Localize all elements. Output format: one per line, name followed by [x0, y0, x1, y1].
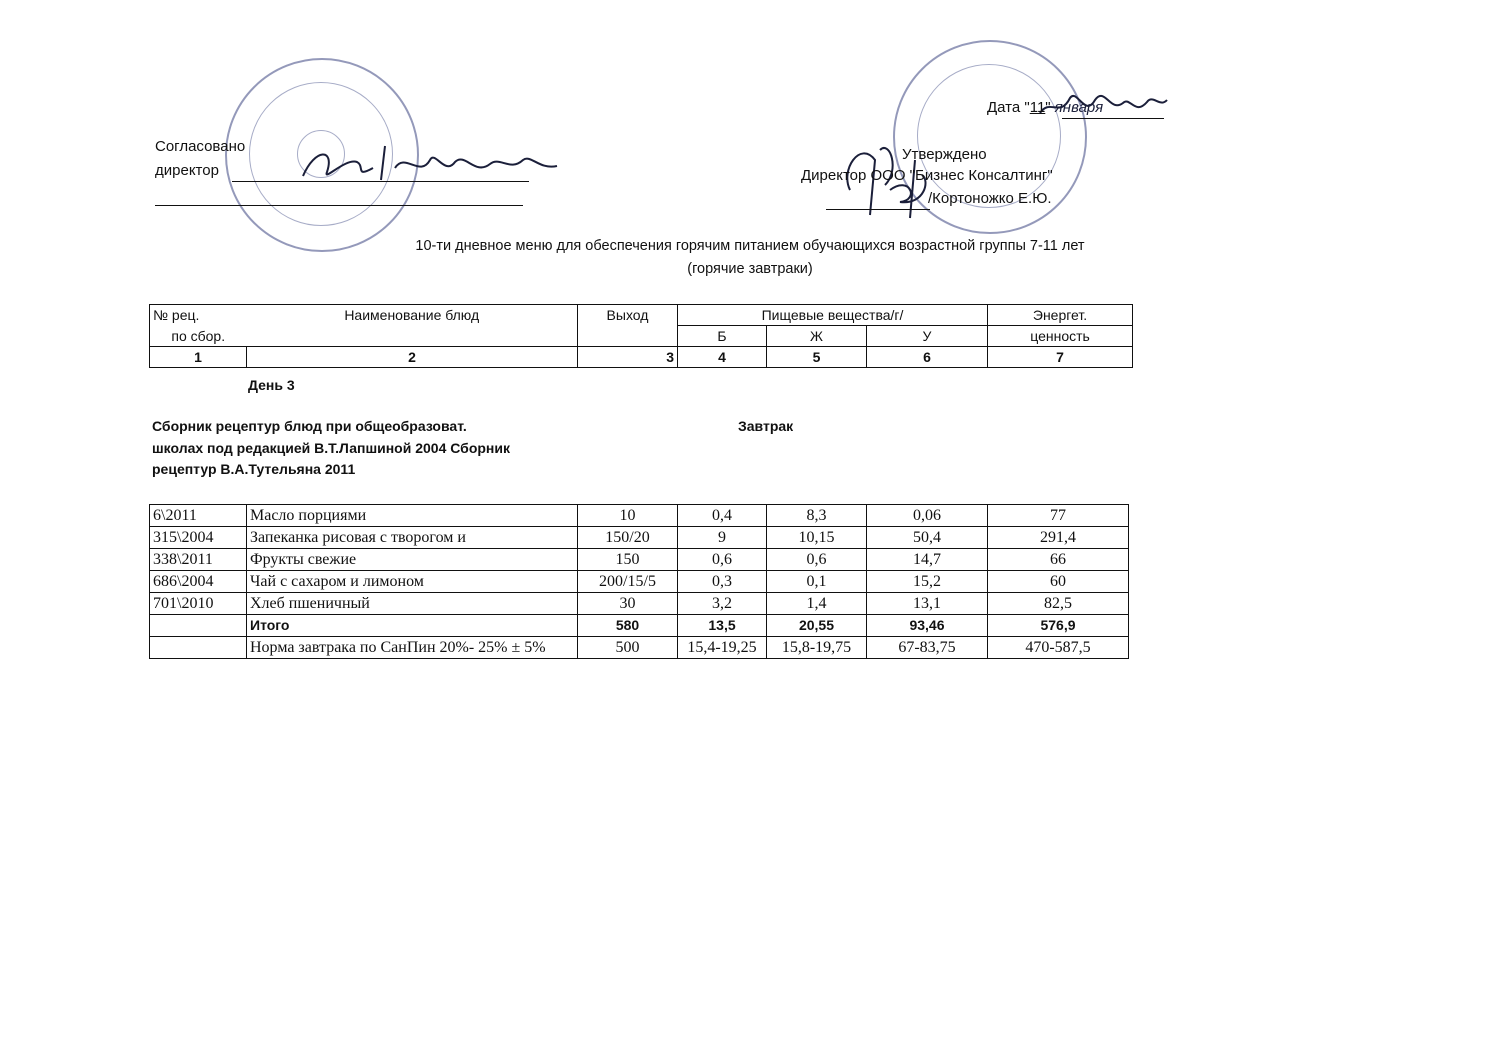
source-line-3: рецептур В.А.Тутельяна 2011 [152, 461, 356, 477]
approver-title: Директор ООО "Бизнес Консалтинг" [801, 167, 1053, 184]
date-day: 11 [1029, 99, 1046, 116]
energy-cell: 60 [988, 571, 1129, 593]
yield-cell: 10 [578, 505, 678, 527]
source-line-1: Сборник рецептур блюд при общеобразоват. [152, 418, 467, 434]
yield-cell: 150 [578, 549, 678, 571]
protein-cell: 0,3 [678, 571, 767, 593]
col-number: 6 [867, 347, 988, 368]
protein-cell: 9 [678, 527, 767, 549]
fat-cell: 15,8-19,75 [767, 637, 867, 659]
blank-signature-line [155, 205, 523, 206]
col-recipe-header-1: № рец. [150, 305, 247, 326]
day-label: День 3 [248, 377, 295, 393]
col-b-header: Б [678, 326, 767, 347]
norm-row [150, 637, 1129, 659]
protein-cell: 0,4 [678, 505, 767, 527]
document-subtitle: (горячие завтраки) [687, 261, 813, 277]
energy-cell: 470-587,5 [988, 637, 1129, 659]
header-row-2 [150, 326, 1133, 347]
recipe-code-cell: 315\2004 [150, 527, 247, 549]
date-month: января [1054, 99, 1104, 116]
col-number: 5 [767, 347, 867, 368]
recipe-code-cell [150, 637, 247, 659]
dish-name-cell: Итого [247, 615, 578, 637]
meal-label: Завтрак [738, 418, 794, 434]
yield-cell: 30 [578, 593, 678, 615]
energy-cell: 66 [988, 549, 1129, 571]
carbs-cell: 93,46 [867, 615, 988, 637]
document-title: 10-ти дневное меню для обеспечения горячим питанием обучающихся возрастной группы 7-11 лет [415, 238, 1085, 254]
col-recipe-header-2: по сбор. [150, 326, 247, 347]
protein-cell: 0,6 [678, 549, 767, 571]
energy-cell: 77 [988, 505, 1129, 527]
col-zh-header: Ж [767, 326, 867, 347]
carbs-cell: 50,4 [867, 527, 988, 549]
col-energy-header-2: ценность [988, 326, 1133, 347]
col-number: 3 [578, 347, 678, 368]
energy-cell: 82,5 [988, 593, 1129, 615]
agreed-label: Согласовано [155, 138, 246, 155]
date-label: Дата "11" января [987, 99, 1104, 116]
approver-signature-line [826, 209, 930, 210]
col-dish-header-cont [247, 326, 578, 347]
header-row-1 [150, 305, 1133, 326]
approved-label: Утверждено [902, 146, 987, 163]
fat-cell: 0,6 [767, 549, 867, 571]
yield-cell: 500 [578, 637, 678, 659]
col-energy-header-1: Энергет. [988, 305, 1133, 326]
energy-cell: 576,9 [988, 615, 1129, 637]
fat-cell: 8,3 [767, 505, 867, 527]
recipe-code-cell: 701\2010 [150, 593, 247, 615]
director-label: директор [155, 162, 219, 179]
source-line-2: школах под редакцией В.Т.Лапшиной 2004 Сборник [152, 440, 510, 456]
protein-cell: 13,5 [678, 615, 767, 637]
table-row [150, 571, 1129, 593]
dish-name-cell: Норма завтрака по СанПин 20%- 25% ± 5% [247, 637, 578, 659]
date-prefix: Дата " [987, 99, 1030, 116]
dish-name-cell: Запеканка рисовая с творогом и [247, 527, 578, 549]
dish-name-cell: Хлеб пшеничный [247, 593, 578, 615]
protein-cell: 15,4-19,25 [678, 637, 767, 659]
col-yield-header-cont [578, 326, 678, 347]
fat-cell: 20,55 [767, 615, 867, 637]
table-row [150, 593, 1129, 615]
col-yield-header: Выход [578, 305, 678, 326]
yield-cell: 580 [578, 615, 678, 637]
total-row [150, 615, 1129, 637]
table-row [150, 527, 1129, 549]
col-nutrients-header: Пищевые вещества/г/ [678, 305, 988, 326]
col-dish-header: Наименование блюд [247, 305, 578, 326]
recipe-code-cell: 338\2011 [150, 549, 247, 571]
carbs-cell: 13,1 [867, 593, 988, 615]
approver-name: /Кортоножко Е.Ю. [928, 190, 1052, 207]
date-month-line [1062, 118, 1164, 119]
menu-table-body [150, 505, 1129, 659]
carbs-cell: 14,7 [867, 549, 988, 571]
dish-name-cell: Чай с сахаром и лимоном [247, 571, 578, 593]
col-number: 1 [150, 347, 247, 368]
fat-cell: 10,15 [767, 527, 867, 549]
table-row [150, 549, 1129, 571]
col-number: 4 [678, 347, 767, 368]
recipe-code-cell [150, 615, 247, 637]
energy-cell: 291,4 [988, 527, 1129, 549]
yield-cell: 200/15/5 [578, 571, 678, 593]
menu-table [149, 504, 1129, 659]
dish-name-cell: Фрукты свежие [247, 549, 578, 571]
carbs-cell: 67-83,75 [867, 637, 988, 659]
col-u-header: У [867, 326, 988, 347]
recipe-code-cell: 686\2004 [150, 571, 247, 593]
table-row [150, 505, 1129, 527]
col-number: 2 [247, 347, 578, 368]
fat-cell: 0,1 [767, 571, 867, 593]
header-table [149, 304, 1133, 368]
protein-cell: 3,2 [678, 593, 767, 615]
dish-name-cell: Масло порциями [247, 505, 578, 527]
col-number: 7 [988, 347, 1133, 368]
fat-cell: 1,4 [767, 593, 867, 615]
carbs-cell: 15,2 [867, 571, 988, 593]
header-number-row [150, 347, 1133, 368]
director-signature-line [232, 181, 529, 182]
yield-cell: 150/20 [578, 527, 678, 549]
carbs-cell: 0,06 [867, 505, 988, 527]
recipe-code-cell: 6\2011 [150, 505, 247, 527]
